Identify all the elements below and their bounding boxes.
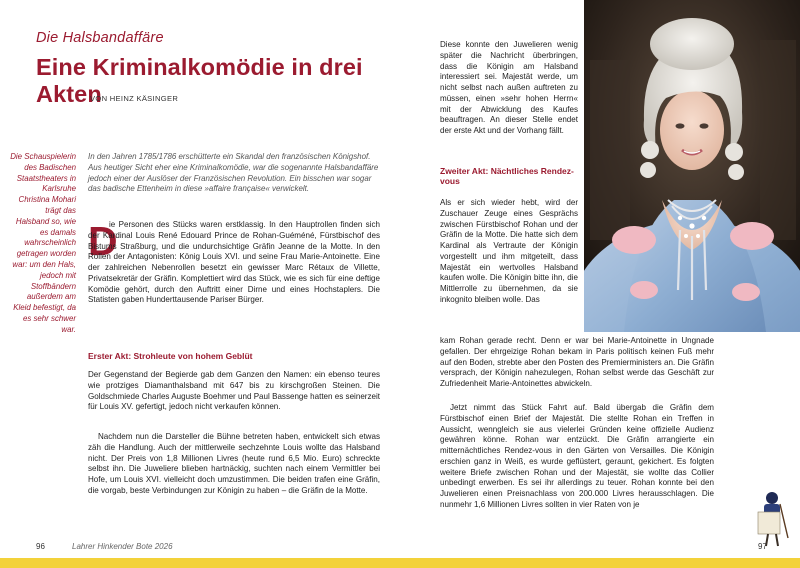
body-paragraph-3: Nachdem nun die Darsteller die Bühne betreten haben, entwickelt sich etwas zäh die Handlung. Auch der mittlerweile sechzehnte Louis wollte das Halsband nicht. Der Preis von 1,8 Millionen Livres (heute rund 6,5 Mio. Euro) schreckte selbst ihn. Die Juweliere blieben hartnäckig, suchten nach einem Vermittler bei Hofe, um Louis XVI. vielleicht doch umzustimmen. Die beiden trafen eine Gräfin, die vorgab, beste Verbindungen zur Königin zu haben – die Gräfin de la Motte.: [88, 432, 380, 495]
mascot-figure-icon: [744, 490, 794, 548]
portrait-illustration: [584, 0, 800, 332]
body-paragraph-5: Als er sich wieder hebt, wird der Zuschauer Zeuge eines Gesprächs zwischen Fürstbischof Rohan und der Gräfin de la Motte. Die hatte sich dem Kardinal als Vertraute der Königin vorgestellt und ihm mitgeteilt, dass Majestät ein wertvolles Halsband kaufen wolle. Die Königin bitte ihn, die Mittlerrolle zu übernehmen, da sie inkognito bleiben wolle. Das: [440, 198, 578, 304]
photo-caption: Die Schauspielerin des Badischen Staatstheaters in Karlsruhe Christina Mohari trägt das Halsband so, wie es damals wahrscheinlich getragen worden war: um den Hals, jedoch mit Stoffbändern außerdem am Kleid befestigt, da es sehr schwer war.: [10, 152, 76, 334]
body-paragraph-1: ie Personen des Stücks waren erstklassig. In den Hauptrollen finden sich der Kardinal Louis René Edouard Prince de Rohan-Guéméné, Fürstbischof des Bistums Straßburg, und die undurchsichtige Gräfin Jeanne de la Motte. In den Rollen der Antagonisten: König Louis XVI. und seine Frau Marie-Antoinette. Eine der zahlreichen Nebenrollen besetzt ein gewisser Marc Rétaux de Villette, Privatsekretär der Gräfin. Komplettiert wird das Stück, wie es sich für eine deftige Komödie gehört, durch den Auftritt einer Dirne und eines Hochstaplers. Die Statisten gaben Hunderttausende Pariser Bürger.: [88, 220, 380, 305]
footer-bar-left: [0, 558, 400, 568]
footer-bar-right: [400, 558, 800, 568]
drop-cap: D: [88, 218, 118, 264]
section-heading-2: Zweiter Akt: Nächtliches Rendez-vous: [440, 166, 574, 186]
lead-paragraph: In den Jahren 1785/1786 erschütterte ein Skandal den französischen Königshof. Aus heutiger Sicht eher eine Kriminalkomödie, war die sogenannte Halsbandaffäre jedoch einer der Auslöser der Französischen Revolution. Ein bisschen war sogar das badische Ettenheim in diese »affaire française« verwickelt.: [88, 152, 379, 194]
actress-portrait-photo: [584, 0, 800, 332]
page-number-right: 97: [758, 542, 767, 551]
section-heading-1: Erster Akt: Strohleute von hohem Geblüt: [88, 351, 253, 361]
body-paragraph-4: Diese konnte den Juwelieren wenig später die Nachricht überbringen, dass die Königin am Halsband interessiert sei. Majestät werde, um nicht selbst nach außen auftreten zu müssen, einen »sehr hohen Herrn« mit der Abwicklung des Kaufes beauftragen. An dieser Stelle endet der erste Akt und der Vorhang fällt.: [440, 40, 578, 135]
body-paragraph-7: Jetzt nimmt das Stück Fahrt auf. Bald übergab die Gräfin dem Fürstbischof einen Brief der Majestät. Die stellte Rohan ein Treffen in Aussicht, wenngleich sie aus vielerlei Gründen keine offizielle Audienz gewähren könne. Rohan war entzückt. Die Gräfin arrangierte ein mitternächtliches Rendez-vous in den Gärten von Versailles. Die Königin erschien ganz in Weiß, es wurde geflüstert, geraunt, gekichert. Es folgten weitere Briefe zwischen Rohan und der Majestät, sie wollte das Collier unbedingt erwerben. Es sei ihr allerdings zu teuer. Rohan konnte bei den Juwelieren einen Preisnachlass von 200.000 Livres herausschlagen. Die nunmehr 1,6 Millionen Livres sollten in vier Raten von je: [440, 403, 714, 509]
magazine-name: Lahrer Hinkender Bote 2026: [72, 542, 173, 551]
body-paragraph-6: kam Rohan gerade recht. Denn er war bei Marie-Antoinette in Ungnade gefallen. Der ehrgeizige Rohan bekam in Paris politisch keinen Fuß mehr auf den Boden, strebte aber den Posten des Premierministers an. Die Gräfin versprach, der Königin nahezulegen, Rohan selbst werde das Geschäft zur Zufriedenheit Marie-Antoinettes abwickeln.: [440, 336, 714, 388]
page-number-left: 96: [36, 542, 45, 551]
byline: VON HEINZ KÄSINGER: [90, 94, 179, 103]
kicker: Die Halsbandaffäre: [36, 30, 164, 46]
article-headline: Eine Kriminalkomödie in drei Akten: [36, 54, 363, 107]
body-paragraph-2: Der Gegenstand der Begierde gab dem Ganzen den Namen: ein ebenso teures wie protziges Diamanthalsband mit 647 bis zu kirschgroßen Steinen. Die Goldschmiede Charles Auguste Boehmer und Paul Bassenge hatten es seinerzeit für Louis XV. gefertigt, jedoch nicht verkaufen können.: [88, 370, 380, 412]
